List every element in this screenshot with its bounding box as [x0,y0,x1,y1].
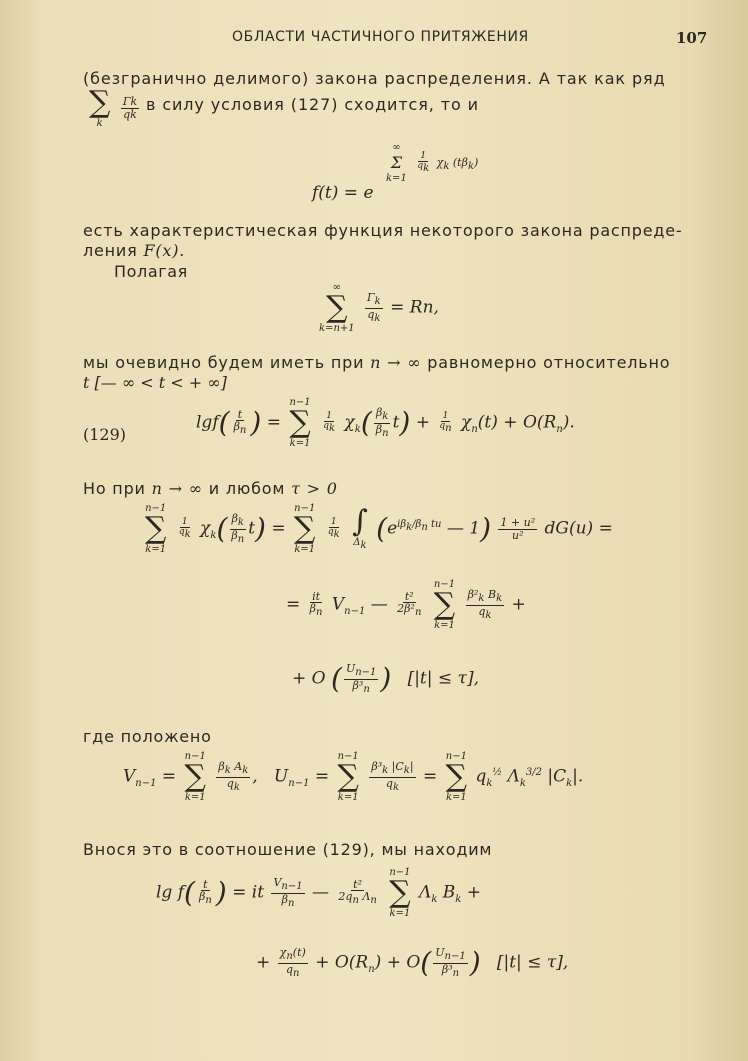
rn-definition: ∞ ∑ k=n+1 $\frac{\Gamma_k}{q_k}$ = Rn, [319,282,439,334]
text-line: Полагая [114,262,188,281]
exponent-expression: ∞ Σ k=1 $\frac{1}{q_k}$ $\chi_k$ $(t\beta_k)$ [386,142,479,184]
final-equation-line1: lg f( $\frac{t}{\beta_n}$ ) = it $\frac{V_{n-1}}{\beta_n}$ — $\frac{\text{t²}}{2q_n \Lambda_n}$ n−1 ∑ k=1 $\Lambda_k$ $B_k$ + [156,867,481,919]
text-line: Внося это в соотношение (129), мы находим [83,840,493,859]
integral-equation-line1: n−1 ∑ k=1 $\frac{1}{q_k}$ $\chi_k$( $\frac{\beta_k}{\beta_n}$ t) = n−1 ∑ k=1 $\frac{1}{q_k}$ ∫ $\Delta_k$ ($e^{i\beta_k/\beta_n tu}$ — 1) $\frac{\text{1 + u²}}{\text{u²}}$ dG(u) = [145,503,613,555]
text-line: где положено [83,727,212,746]
characteristic-function: f(t) = e [312,183,374,203]
text-line: мы очевидно будем иметь при n → ∞ равномерно относительно [83,353,671,372]
integral-equation-line2: = $\frac{it}{\beta_n}$ $V_{n-1}$ — $\frac{\text{t²}}{2\beta^2_n}$ n−1 ∑ k=1 $\frac{\beta^2_k B_k}{q_k}$ + [286,579,526,631]
series-sum: ∑ k $\frac{\Gamma k}{qk}$ [89,85,138,129]
text-line: t [— ∞ < t < + ∞] [83,373,227,392]
running-title: ОБЛАСТИ ЧАСТИЧНОГО ПРИТЯЖЕНИЯ [232,29,529,45]
final-equation-line2: + $\frac{\chi_n(t)}{q_n}$ + $O(R_n) + O$( $\frac{U_{n-1}}{\beta^3_n}$ ) [|t| ≤ τ], [256,946,569,980]
page-number: 107 [676,29,708,47]
integral-equation-line3: + O ( $\frac{U_{n-1}}{\beta^3_n}$ ) [|t| ≤ τ], [292,662,479,696]
text-line: Но при n → ∞ и любом τ > 0 [83,479,338,498]
text-line: в силу условия (127) сходится, то и [146,95,479,114]
text-line: есть характеристическая функция некоторого закона распреде- [83,221,683,240]
equation-label: (129) [83,425,127,444]
text-line: (безгранично делимого) закона распределения. А так как ряд [83,69,666,88]
equation-129: lgf( $\frac{t}{\beta_n}$ ) = n−1 ∑ k=1 $\frac{1}{q_k}$ $\chi_k$( $\frac{\beta_k}{\beta_n}$ t) + $\frac{1}{q_n}$ $\chi_n(t) + O(R_n)$. [196,397,575,449]
v-u-definitions: $V_{n-1}$ = n−1 ∑ k=1 $\frac{\beta_k A_k}{q_k}$ , $U_{n-1}$ = n−1 ∑ k=1 $\frac{\beta^3_k |C_k|}{q_k}$ = n−1 ∑ k=1 $q_k^{\frac{1}{2}}$ $\Lambda_k^{3/2}$ $|C_k|$. [123,751,584,803]
text-line: ления F(x). [83,241,186,260]
